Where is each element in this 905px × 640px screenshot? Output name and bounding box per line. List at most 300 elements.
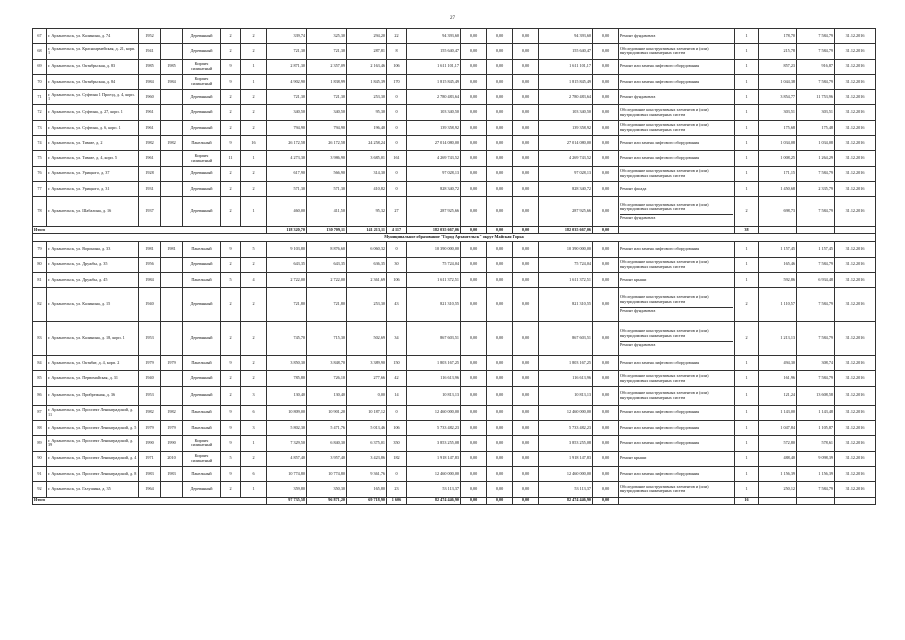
floors-cell: 5: [221, 451, 241, 466]
row-number: 67: [33, 29, 47, 44]
fund-cell: 0,00: [461, 181, 487, 196]
residents-cell: 0: [387, 166, 407, 181]
fund-cell: 0,00: [593, 257, 619, 272]
entrances-cell: 2: [241, 29, 267, 44]
deadline-cell: 31.12.2016: [835, 272, 876, 287]
fund-cell: 0,00: [593, 356, 619, 371]
total-units: 16: [735, 497, 759, 504]
fund-cell: 0,00: [593, 44, 619, 59]
deadline-cell: 31.12.2016: [835, 90, 876, 105]
max-cost-cell: 175,48: [797, 120, 835, 135]
wall-material-cell: Кирпич силикатный: [183, 74, 221, 89]
row-number: 88: [33, 421, 47, 436]
row-number: 70: [33, 74, 47, 89]
cost-cell: 97 028,13: [407, 166, 461, 181]
wall-material-cell: Панельный: [183, 466, 221, 481]
year-built-cell: 1952: [139, 29, 161, 44]
cost-cell: 3 853 255,08: [407, 436, 461, 451]
cost-cell: 10 813,13: [407, 386, 461, 405]
address-cell: г. Архангельск, ул. Шабалина, д. 16: [47, 197, 139, 227]
table-row: [33, 105, 876, 120]
year-built-cell: 1979: [139, 356, 161, 371]
deadline-cell: 31.12.2016: [835, 322, 876, 356]
fund-cell: 0,00: [513, 421, 539, 436]
year-cell: [161, 151, 183, 166]
entrances-cell: 1: [241, 151, 267, 166]
area-cell: 5 471,76: [307, 421, 347, 436]
floors-cell: 2: [221, 90, 241, 105]
work-type-label: Ремонт крыши: [620, 276, 647, 282]
row-number: 73: [33, 120, 47, 135]
unit-cost-cell: 857,23: [759, 59, 797, 74]
wall-material-cell: Деревянный: [183, 197, 221, 227]
work-type-cell: [619, 105, 735, 120]
row-number: 72: [33, 105, 47, 120]
residents-cell: 0: [387, 136, 407, 151]
unit-cost-cell: 1 156,39: [759, 466, 797, 481]
fund-cell: 0,00: [461, 74, 487, 89]
unit-cost-cell: 1 450,68: [759, 181, 797, 196]
fund-cell: 0,00: [487, 105, 513, 120]
owner-funds-cell: 1 611 372,51: [539, 272, 593, 287]
total-area: 96 871,20: [307, 497, 347, 504]
max-cost-cell: 308,74: [797, 356, 835, 371]
fund-cell: 0,00: [513, 405, 539, 420]
work-type-label: Обследование конструктивных элементов и (или) внутридомовых инженерных систем: [620, 372, 709, 383]
residents-cell: 43: [387, 288, 407, 322]
max-cost-cell: 7 584,79: [797, 482, 835, 497]
area-cell: 571,30: [307, 181, 347, 196]
address-cell: г. Архангельск, ул. Первомайская, д. 31: [47, 371, 139, 386]
fund-cell: 0,00: [513, 120, 539, 135]
work-type-cell: [619, 386, 735, 405]
entrances-cell: 1: [241, 482, 267, 497]
deadline-cell: 31.12.2016: [835, 371, 876, 386]
max-cost-cell: 303,51: [797, 105, 835, 120]
year-built-cell: 1953: [139, 322, 161, 356]
total-fund: 0,00: [461, 227, 487, 234]
year-cell: [161, 166, 183, 181]
units-cell: 1: [735, 90, 759, 105]
cost-cell: 1 918 147,83: [407, 451, 461, 466]
units-cell: 1: [735, 242, 759, 257]
fund-cell: 0,00: [461, 257, 487, 272]
residents-cell: 22: [387, 29, 407, 44]
owner-funds-cell: 139 358,92: [539, 120, 593, 135]
cost-cell: 1 611 101,17: [407, 59, 461, 74]
wall-material-cell: Панельный: [183, 242, 221, 257]
wall-material-cell: Кирпич силикатный: [183, 59, 221, 74]
unit-cost-cell: 3 854,77: [759, 90, 797, 105]
fund-cell: 0,00: [487, 136, 513, 151]
fund-cell: 0,00: [461, 288, 487, 322]
total-fund: 0,00: [593, 227, 619, 234]
fund-cell: 0,00: [487, 242, 513, 257]
max-cost-cell: 6 934,48: [797, 272, 835, 287]
units-cell: 1: [735, 74, 759, 89]
row-number: 83: [33, 322, 47, 356]
area-living-cell: 253,30: [347, 288, 387, 322]
entrances-cell: 5: [241, 242, 267, 257]
max-cost-cell: 1 157,45: [797, 242, 835, 257]
area-cell: 721,80: [307, 288, 347, 322]
area-living-cell: 3 389,90: [347, 356, 387, 371]
row-number: 86: [33, 386, 47, 405]
work-type-label: Ремонт или замена лифтового оборудования: [620, 440, 700, 446]
area-total-cell: 359,80: [267, 482, 307, 497]
fund-cell: 0,00: [487, 451, 513, 466]
year-cell: [161, 29, 183, 44]
row-number: 85: [33, 371, 47, 386]
area-living-cell: 0,00: [347, 386, 387, 405]
row-number: 87: [33, 405, 47, 420]
total-fund: 0,00: [513, 497, 539, 504]
floors-cell: 2: [221, 288, 241, 322]
units-cell: 2: [735, 197, 759, 227]
year-built-cell: 1940: [139, 371, 161, 386]
fund-cell: 0,00: [593, 166, 619, 181]
area-total-cell: 2 722,00: [267, 272, 307, 287]
fund-cell: 0,00: [593, 451, 619, 466]
unit-cost-cell: 1 044,38: [759, 74, 797, 89]
unit-cost-cell: 572,80: [759, 436, 797, 451]
year-built-cell: 1984: [139, 74, 161, 89]
work-type-label: Ремонт фасада: [620, 185, 647, 191]
table-row: [33, 371, 876, 386]
area-living-cell: 9 361,76: [347, 466, 387, 481]
cost-cell: 867 603,51: [407, 322, 461, 356]
residents-cell: 106: [387, 59, 407, 74]
fund-cell: 0,00: [461, 451, 487, 466]
total-empty: [759, 497, 797, 504]
cost-cell: 1 803 167,25: [407, 356, 461, 371]
fund-cell: 0,00: [593, 466, 619, 481]
fund-cell: 0,00: [461, 466, 487, 481]
cost-cell: 53 113,37: [407, 482, 461, 497]
address-cell: г. Архангельск, ул. Дружбы, д. 35: [47, 257, 139, 272]
fund-cell: 0,00: [461, 242, 487, 257]
address-cell: г. Архангельск, ул. Урицкого, д. 37: [47, 166, 139, 181]
entrances-cell: 2: [241, 181, 267, 196]
owner-funds-cell: 3 853 255,08: [539, 436, 593, 451]
fund-cell: 0,00: [461, 386, 487, 405]
area-total-cell: 7 329,50: [267, 436, 307, 451]
deadline-cell: 31.12.2016: [835, 242, 876, 257]
fund-cell: 0,00: [513, 181, 539, 196]
work-type-cell: [619, 59, 735, 74]
year-built-cell: 1931: [139, 181, 161, 196]
fund-cell: 0,00: [513, 466, 539, 481]
fund-cell: 0,00: [593, 59, 619, 74]
fund-cell: 0,00: [461, 482, 487, 497]
area-total-cell: 4 857,40: [267, 451, 307, 466]
fund-cell: 0,00: [513, 242, 539, 257]
fund-cell: 0,00: [487, 356, 513, 371]
total-area-living: 141 213,11: [347, 227, 387, 234]
row-number: 84: [33, 356, 47, 371]
deadline-cell: 31.12.2016: [835, 29, 876, 44]
work-type-label: Ремонт или замена лифтового оборудования: [620, 246, 700, 251]
table-row: [33, 166, 876, 181]
total-owner-funds: 182 035 667,06: [539, 227, 593, 234]
work-type-label: Ремонт или замена лифтового оборудования: [620, 359, 700, 365]
fund-cell: 0,00: [487, 197, 513, 227]
year-cell: 1982: [161, 136, 183, 151]
residents-cell: 42: [387, 371, 407, 386]
fund-cell: 0,00: [513, 436, 539, 451]
area-cell: 10 774,80: [307, 466, 347, 481]
table-row: [33, 90, 876, 105]
wall-material-cell: Деревянный: [183, 386, 221, 405]
wall-material-cell: Панельный: [183, 356, 221, 371]
units-cell: 1: [735, 181, 759, 196]
total-empty: [759, 227, 797, 234]
area-cell: 3 848,70: [307, 356, 347, 371]
deadline-cell: 31.12.2016: [835, 166, 876, 181]
unit-cost-cell: 488,40: [759, 451, 797, 466]
total-row: [33, 227, 876, 234]
fund-cell: 0,00: [593, 421, 619, 436]
fund-cell: 0,00: [487, 44, 513, 59]
fund-cell: 0,00: [593, 371, 619, 386]
work-type-cell: [619, 74, 735, 89]
year-cell: 1983: [161, 466, 183, 481]
table-row: [33, 451, 876, 466]
entrances-cell: 2: [241, 166, 267, 181]
year-built-cell: 1940: [139, 288, 161, 322]
fund-cell: 0,00: [461, 197, 487, 227]
owner-funds-cell: 10 390 000,00: [539, 242, 593, 257]
table-row: [33, 29, 876, 44]
deadline-cell: 31.12.2016: [835, 356, 876, 371]
year-built-cell: 1953: [139, 386, 161, 405]
wall-material-cell: Деревянный: [183, 371, 221, 386]
work-type-cell: [619, 197, 735, 227]
unit-cost-cell: 1 047,84: [759, 421, 797, 436]
cost-cell: 75 724,04: [407, 257, 461, 272]
area-total-cell: 9 103,80: [267, 242, 307, 257]
fund-cell: 0,00: [487, 436, 513, 451]
work-type-label: Ремонт фундамента: [620, 307, 733, 314]
wall-material-cell: Деревянный: [183, 322, 221, 356]
fund-cell: 0,00: [593, 436, 619, 451]
section-row: [33, 234, 876, 242]
row-number: 76: [33, 166, 47, 181]
work-type-label: Обследование конструктивных элементов и (или) внутридомовых инженерных систем: [620, 167, 709, 178]
fund-cell: 0,00: [461, 166, 487, 181]
work-type-label: Обследование конструктивных элементов и (или) внутридомовых инженерных систем: [620, 483, 709, 494]
total-area: 130 709,11: [307, 227, 347, 234]
units-cell: 1: [735, 120, 759, 135]
residents-cell: 0: [387, 120, 407, 135]
row-number: 90: [33, 451, 47, 466]
section-title: Муниципальное образование "Город Архангельск" округ Майская Горка: [33, 234, 876, 242]
fund-cell: 0,00: [461, 436, 487, 451]
residents-cell: 0: [387, 90, 407, 105]
floors-cell: 9: [221, 466, 241, 481]
unit-cost-cell: 250,12: [759, 482, 797, 497]
fund-cell: 0,00: [593, 74, 619, 89]
wall-material-cell: Деревянный: [183, 288, 221, 322]
address-cell: г. Архангельск, ул. Калинина, д. 15: [47, 288, 139, 322]
residents-cell: 161: [387, 151, 407, 166]
residents-cell: 0: [387, 466, 407, 481]
owner-funds-cell: 27 014 080,00: [539, 136, 593, 151]
year-built-cell: 1983: [139, 466, 161, 481]
row-number: 79: [33, 242, 47, 257]
total-label: Итого: [33, 227, 267, 234]
cost-cell: 12 460 000,00: [407, 466, 461, 481]
wall-material-cell: Кирпич силикатный: [183, 451, 221, 466]
page-number: 27: [450, 16, 455, 21]
year-cell: [161, 197, 183, 227]
year-cell: [161, 181, 183, 196]
area-cell: 3 957,40: [307, 451, 347, 466]
fund-cell: 0,00: [593, 288, 619, 322]
wall-material-cell: Панельный: [183, 421, 221, 436]
floors-cell: 2: [221, 44, 241, 59]
cost-cell: 94 393,60: [407, 29, 461, 44]
fund-cell: 0,00: [593, 405, 619, 420]
fund-cell: 0,00: [461, 322, 487, 356]
max-cost-cell: 11 753,96: [797, 90, 835, 105]
residents-cell: 34: [387, 322, 407, 356]
register-body: [33, 29, 876, 505]
area-living-cell: 2 163,46: [347, 59, 387, 74]
address-cell: г. Архангельск, ул. Красноармейская, д. 21, корп. 1: [47, 44, 139, 59]
area-total-cell: 721,30: [267, 90, 307, 105]
area-total-cell: 4 902,90: [267, 74, 307, 89]
year-cell: 1981: [161, 242, 183, 257]
fund-cell: 0,00: [487, 151, 513, 166]
floors-cell: 2: [221, 181, 241, 196]
entrances-cell: 2: [241, 288, 267, 322]
fund-cell: 0,00: [593, 322, 619, 356]
address-cell: г. Архангельск, ул. Октябят, д. 4, корп. 2: [47, 356, 139, 371]
area-cell: 794,90: [307, 120, 347, 135]
cost-cell: 103 340,50: [407, 105, 461, 120]
year-cell: 1979: [161, 356, 183, 371]
area-total-cell: 2 871,30: [267, 59, 307, 74]
table-row: [33, 44, 876, 59]
units-cell: 1: [735, 59, 759, 74]
work-type-cell: [619, 257, 735, 272]
row-number: 80: [33, 257, 47, 272]
max-cost-cell: 7 584,79: [797, 197, 835, 227]
work-type-label: Ремонт или замена лифтового оборудования: [620, 155, 700, 161]
table-row: [33, 386, 876, 405]
table-row: [33, 288, 876, 322]
total-fund: 0,00: [487, 227, 513, 234]
fund-cell: 0,00: [461, 151, 487, 166]
row-number: 77: [33, 181, 47, 196]
row-number: 78: [33, 197, 47, 227]
entrances-cell: 4: [241, 272, 267, 287]
owner-funds-cell: 1 611 101,17: [539, 59, 593, 74]
fund-cell: 0,00: [487, 257, 513, 272]
work-type-cell: [619, 405, 735, 420]
work-type-label: Обследование конструктивных элементов и (или) внутридомовых инженерных систем: [620, 201, 709, 212]
work-type-label: Обследование конструктивных элементов и (или) внутридомовых инженерных систем: [620, 294, 709, 305]
work-type-cell: [619, 288, 735, 322]
work-type-cell: [619, 151, 735, 166]
area-total-cell: 5 802,30: [267, 421, 307, 436]
area-cell: 726,10: [307, 371, 347, 386]
work-type-cell: [619, 29, 735, 44]
deadline-cell: 31.12.2016: [835, 436, 876, 451]
work-type-cell: [619, 466, 735, 481]
fund-cell: 0,00: [513, 322, 539, 356]
register-table: [32, 28, 876, 505]
work-type-cell: [619, 242, 735, 257]
work-type-cell: [619, 322, 735, 356]
units-cell: 1: [735, 451, 759, 466]
total-area-living: 69 718,90: [347, 497, 387, 504]
work-type-label: Обследование конструктивных элементов и (или) внутридомовых инженерных систем: [620, 389, 709, 400]
total-fund: 0,00: [487, 497, 513, 504]
residents-cell: 14: [387, 386, 407, 405]
deadline-cell: 31.12.2016: [835, 386, 876, 405]
fund-cell: 0,00: [461, 105, 487, 120]
units-cell: 1: [735, 405, 759, 420]
area-living-cell: 2 361,69: [347, 272, 387, 287]
area-living-cell: 196,40: [347, 120, 387, 135]
work-type-cell: [619, 436, 735, 451]
work-type-cell: [619, 120, 735, 135]
unit-cost-cell: 1 213,13: [759, 322, 797, 356]
owner-funds-cell: 97 028,13: [539, 166, 593, 181]
area-cell: 350,30: [307, 482, 347, 497]
area-cell: 715,30: [307, 322, 347, 356]
cost-cell: 2 780 483,64: [407, 90, 461, 105]
residents-cell: 30: [387, 257, 407, 272]
fund-cell: 0,00: [593, 272, 619, 287]
year-cell: [161, 386, 183, 405]
year-built-cell: 1984: [139, 272, 161, 287]
row-number: 75: [33, 151, 47, 166]
unit-cost-cell: 121,24: [759, 386, 797, 405]
floors-cell: 9: [221, 136, 241, 151]
address-cell: г. Архангельск, ул. Октябрьская, д. 83: [47, 59, 139, 74]
entrances-cell: 2: [241, 90, 267, 105]
area-total-cell: 617,90: [267, 166, 307, 181]
table-row: [33, 74, 876, 89]
work-type-cell: [619, 136, 735, 151]
floors-cell: 2: [221, 197, 241, 227]
deadline-cell: 31.12.2016: [835, 482, 876, 497]
total-residents: 4 117: [387, 227, 407, 234]
unit-cost-cell: 303,51: [759, 105, 797, 120]
deadline-cell: 31.12.2016: [835, 421, 876, 436]
fund-cell: 0,00: [513, 90, 539, 105]
residents-cell: 0: [387, 105, 407, 120]
wall-material-cell: Деревянный: [183, 482, 221, 497]
owner-funds-cell: 155 640,47: [539, 44, 593, 59]
year-built-cell: 1961: [139, 151, 161, 166]
wall-material-cell: Деревянный: [183, 44, 221, 59]
area-cell: 411,50: [307, 197, 347, 227]
cost-cell: 4 269 743,52: [407, 151, 461, 166]
total-residents: 1 606: [387, 497, 407, 504]
max-cost-cell: 7 584,79: [797, 257, 835, 272]
entrances-cell: 16: [241, 136, 267, 151]
entrances-cell: 2: [241, 44, 267, 59]
cost-cell: 287 925,66: [407, 197, 461, 227]
owner-funds-cell: 53 113,37: [539, 482, 593, 497]
area-total-cell: 794,90: [267, 120, 307, 135]
fund-cell: 0,00: [513, 371, 539, 386]
units-cell: 1: [735, 151, 759, 166]
